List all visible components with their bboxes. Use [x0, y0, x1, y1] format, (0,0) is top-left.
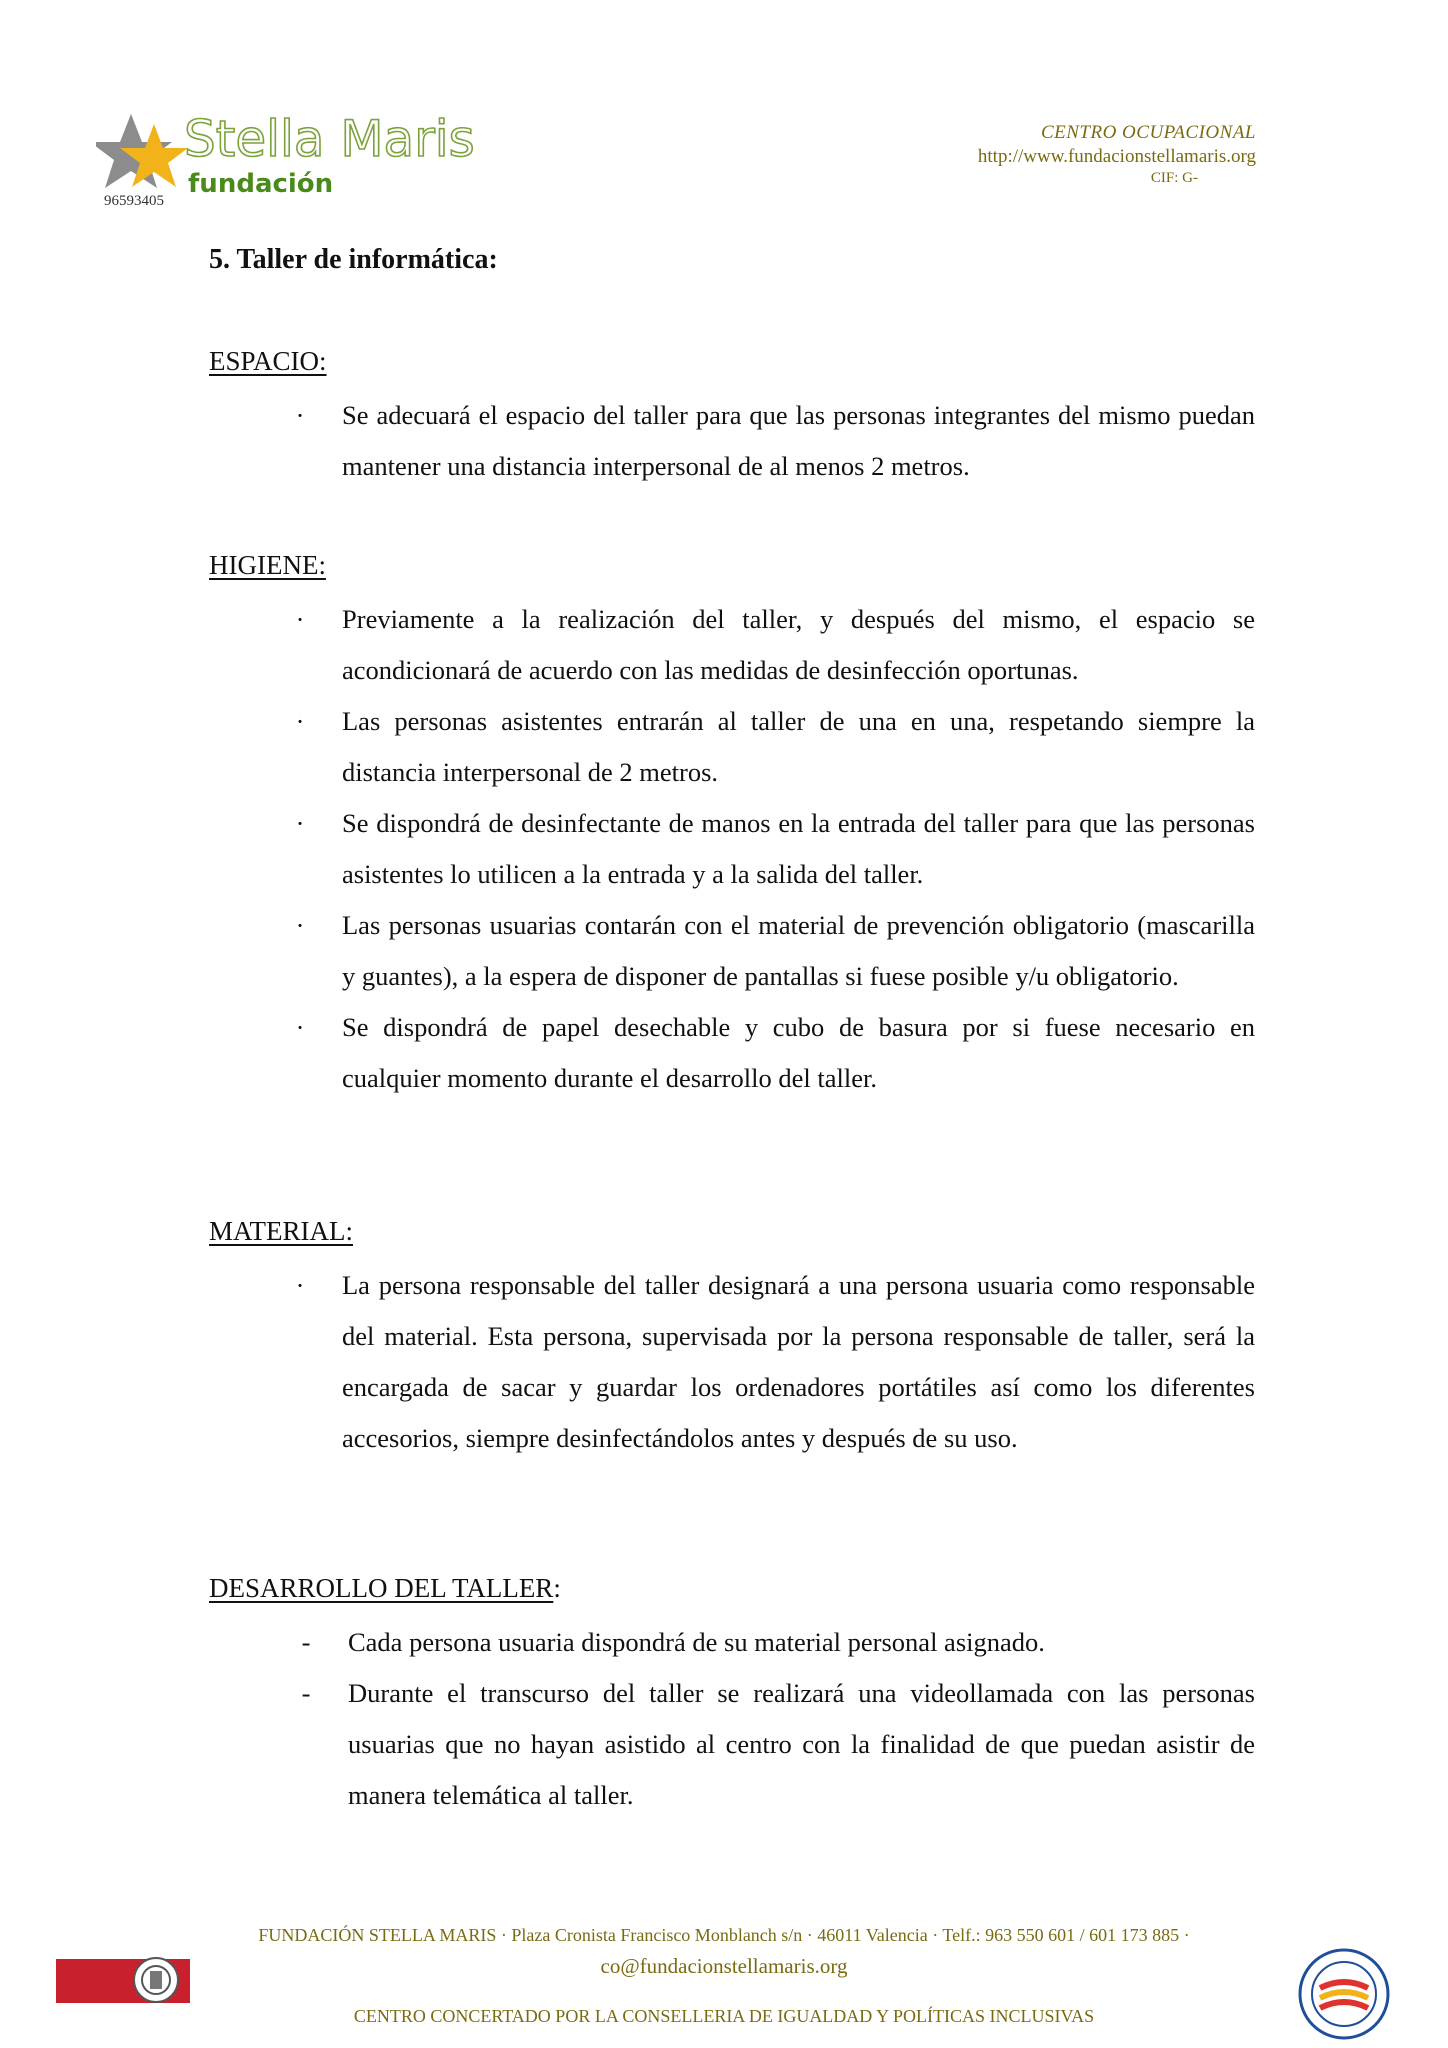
bullet-icon: ·	[295, 910, 305, 940]
footer-concert: CENTRO CONCERTADO POR LA CONSELLERIA DE IGUALDAD Y POLÍTICAS INCLUSIVAS	[353, 2006, 1095, 2026]
list-desarrollo	[296, 1617, 1255, 1821]
list-item: - Cada persona usuaria dispondrá de su material personal asignado.	[296, 1617, 1255, 1668]
header-info	[978, 122, 1256, 187]
bullet-icon: ·	[295, 808, 305, 838]
igualdad-seal-icon	[1298, 1948, 1390, 2040]
list-item: · Las personas asistentes entrarán al taller de una en una, respetando siempre la distancia interpersonal de 2 metros.	[290, 696, 1255, 798]
bullet-icon: ·	[295, 706, 305, 736]
list-item: · Se dispondrá de desinfectante de manos en la entrada del taller para que las personas asistentes lo utilicen a la entrada y a la salida del taller.	[290, 798, 1255, 900]
list-material	[290, 1260, 1255, 1464]
list-item: · Se dispondrá de papel desechable y cubo de basura por si fuese necesario en cualquier momento durante el desarrollo del taller.	[290, 1002, 1255, 1104]
heading-espacio: ESPACIO:	[209, 346, 327, 376]
section-title: 5. Taller de informática:	[209, 244, 498, 275]
phone-number: 96593405	[104, 193, 164, 209]
footer-email: co@fundacionstellamaris.org	[600, 1954, 848, 1978]
logo-brand: Stella Maris	[184, 110, 475, 168]
cif-number: CIF: G-	[1150, 170, 1198, 186]
bullet-icon: ·	[295, 400, 305, 430]
list-espacio	[290, 390, 1255, 492]
footer-address: FUNDACIÓN STELLA MARIS · Plaza Cronista Francisco Monblanch s/n · 46011 Valencia · Telf.: 963 550 601 / 601 173 885 ·	[258, 1925, 1190, 1945]
heading-higiene: HIGIENE:	[209, 550, 326, 580]
list-item: · Se adecuará el espacio del taller para que las personas integrantes del mismo puedan mantener una distancia interpersonal de al menos 2 metros.	[290, 390, 1255, 492]
center-name: CENTRO OCUPACIONAL	[1040, 122, 1256, 143]
list-item: · Las personas usuarias contarán con el material de prevención obligatorio (mascarilla y guantes), a la espera de disponer de pantallas si fuese posible y/u obligatorio.	[290, 900, 1255, 1002]
heading-material: MATERIAL:	[209, 1216, 353, 1246]
list-higiene	[290, 594, 1255, 1104]
list-item: · Previamente a la realización del taller, y después del mismo, el espacio se acondicionará de acuerdo con las medidas de desinfección oportunas.	[290, 594, 1255, 696]
logo-sub: fundación	[188, 169, 334, 199]
bureau-veritas-badge	[56, 1955, 190, 2005]
bullet-icon: ·	[295, 604, 305, 634]
list-item: - Durante el transcurso del taller se realizará una videollamada con las personas usuarias que no hayan asistido al centro con la finalidad de que puedan asistir de manera telemática al taller.	[296, 1668, 1255, 1821]
dash-icon: -	[301, 1627, 311, 1657]
bullet-icon: ·	[295, 1012, 305, 1042]
heading-desarrollo: DESARROLLO DEL TALLER:	[209, 1573, 561, 1603]
list-item: · La persona responsable del taller designará a una persona usuaria como responsable del material. Esta persona, supervisada por la persona responsable de taller, será la encargada de sacar y guardar los ordenadores portátiles así como los diferentes accesorios, siempre desinfectándolos antes y después de su uso.	[290, 1260, 1255, 1464]
dash-icon: -	[301, 1678, 311, 1708]
bullet-icon: ·	[295, 1270, 305, 1300]
website-url: http://www.fundacionstellamaris.org	[977, 146, 1256, 167]
